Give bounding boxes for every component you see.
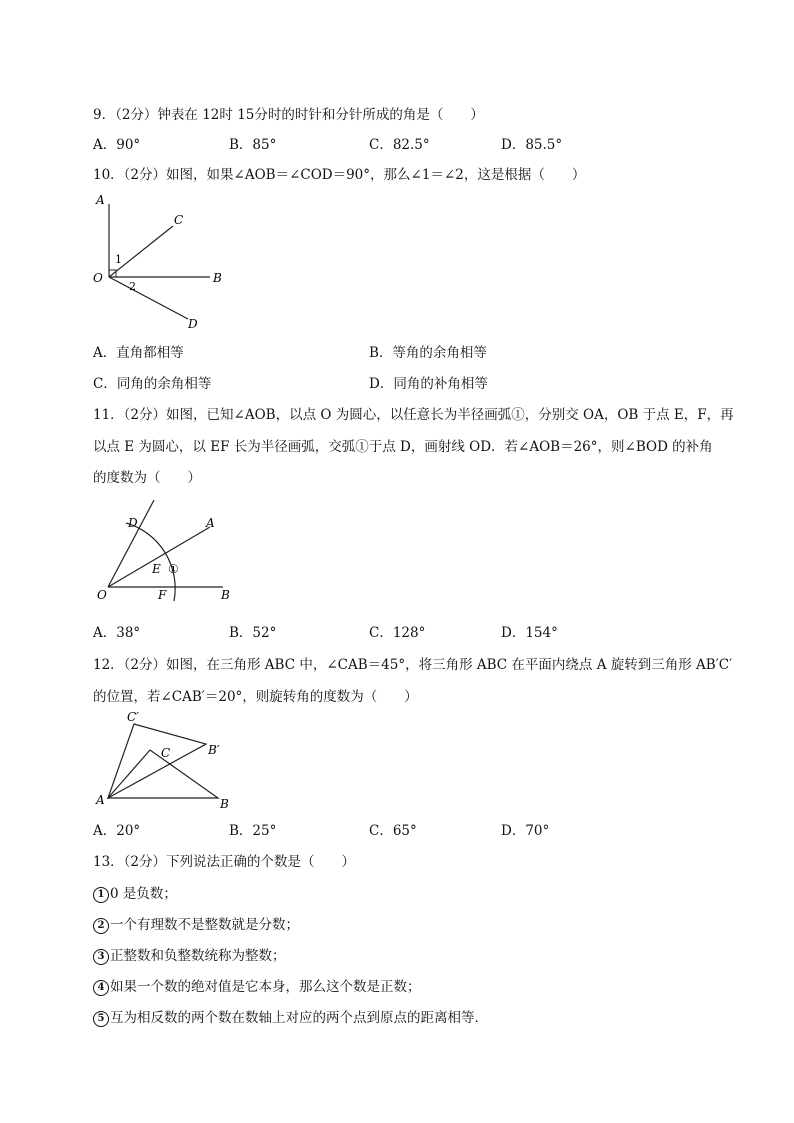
triangle-ab-prime-c-prime (108, 724, 206, 798)
q12-option-d[interactable]: D．70° (501, 823, 550, 839)
statement-text: 互为相反数的两个数在数轴上对应的两个点到原点的距离相等． (110, 1010, 488, 1026)
question-11-stem-line1: 11．（2分）如图，已知∠AOB，以点 O 为圆心，以任意长为半径画弧①，分别交 OA，OB 于点 E，F，再 (93, 407, 734, 423)
label-o: O (97, 588, 107, 602)
q11-figure (88, 495, 248, 610)
circled-number: 4 (93, 980, 109, 996)
q10-option-c[interactable]: C．同角的余角相等 (93, 376, 212, 392)
q13-statement-4 (93, 975, 421, 996)
q11-option-c[interactable]: C．128° (369, 625, 426, 641)
q10-figure (88, 190, 238, 335)
ray-od (109, 277, 188, 319)
label-b-prime: B′ (208, 743, 220, 757)
q13-statement-1 (93, 882, 177, 903)
circled-number: 3 (93, 949, 109, 965)
q12-figure (88, 707, 248, 812)
q13-statement-2 (93, 913, 299, 934)
q9-option-b[interactable]: B．85° (229, 137, 277, 153)
q9-option-a[interactable]: A．90° (93, 137, 141, 153)
label-b: B (213, 271, 222, 285)
circled-number: 5 (93, 1011, 109, 1027)
q12-option-a[interactable]: A．20° (93, 823, 141, 839)
label-a: A (206, 516, 215, 530)
q9-option-c[interactable]: C．82.5° (369, 137, 430, 153)
ray-oc (109, 226, 173, 277)
question-10-stem: 10．（2分）如图，如果∠AOB＝∠COD＝90°，那么∠1＝∠2，这是根据（ ） (93, 167, 586, 183)
q12-option-c[interactable]: C．65° (369, 823, 417, 839)
q10-option-b[interactable]: B．等角的余角相等 (369, 345, 487, 361)
statement-text: 如果一个数的绝对值是它本身，那么这个数是正数； (110, 979, 421, 995)
label-e: E (152, 562, 161, 576)
statement-text: 一个有理数不是整数就是分数； (110, 917, 299, 933)
q12-option-b[interactable]: B．25° (229, 823, 277, 839)
circled-number: 1 (93, 887, 109, 903)
label-c: C (174, 213, 184, 227)
q10-option-d[interactable]: D．同角的补角相等 (369, 376, 488, 392)
q13-statement-5 (93, 1006, 488, 1027)
question-12-stem-line1: 12．（2分）如图，在三角形 ABC 中，∠CAB＝45°，将三角形 ABC 在平面内绕点 A 旋转到三角形 AB′C′ (93, 657, 733, 673)
statement-text: 正整数和负整数统称为整数； (110, 948, 286, 964)
label-a: A (96, 193, 105, 207)
label-a: A (96, 793, 105, 807)
label-o: O (93, 271, 103, 285)
label-arc-1: ① (168, 562, 179, 576)
label-f: F (158, 588, 167, 602)
q10-option-a[interactable]: A．直角都相等 (93, 345, 184, 361)
q11-option-b[interactable]: B．52° (229, 625, 277, 641)
question-11-stem-line3: 的度数为（ ） (93, 470, 201, 486)
q11-option-d[interactable]: D．154° (501, 625, 558, 641)
q11-option-a[interactable]: A．38° (93, 625, 141, 641)
question-12-stem-line2: 的位置，若∠CAB′＝20°，则旋转角的度数为（ ） (93, 689, 418, 705)
q9-option-d[interactable]: D．85.5° (501, 137, 563, 153)
q13-statement-3 (93, 944, 286, 965)
question-11-stem-line2: 以点 E 为圆心，以 EF 长为半径画弧，交弧①于点 D，画射线 OD．若∠AOB＝26°，则∠BOD 的补角 (93, 439, 713, 455)
circled-number: 2 (93, 918, 109, 934)
label-c: C (161, 746, 171, 760)
label-d: D (188, 317, 198, 331)
label-c-prime: C′ (127, 710, 139, 724)
label-angle-2: 2 (129, 280, 136, 293)
label-b: B (220, 797, 229, 811)
label-angle-1: 1 (115, 253, 122, 266)
question-9-stem: 9．（2分）钟表在 12时 15分时的时针和分针所成的角是（ ） (93, 107, 484, 123)
label-d: D (128, 516, 138, 530)
question-13-stem: 13．（2分）下列说法正确的个数是（ ） (93, 854, 356, 870)
statement-text: 0 是负数； (110, 886, 177, 902)
label-b: B (221, 588, 230, 602)
